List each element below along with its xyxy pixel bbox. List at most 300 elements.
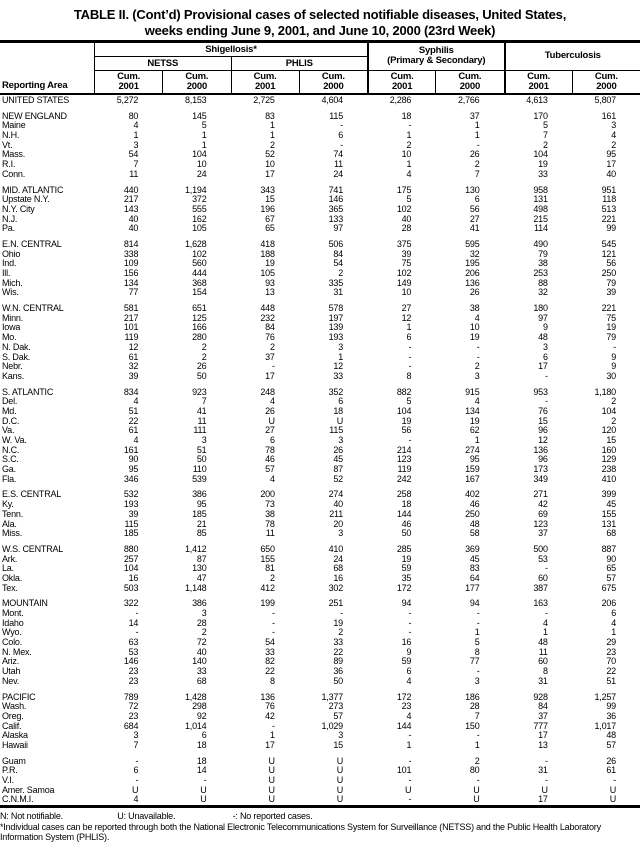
area-cell: P.R. — [0, 766, 94, 776]
value-cell: - — [504, 776, 572, 786]
value-cell: 248 — [231, 388, 299, 398]
value-cell: - — [299, 121, 367, 131]
value-cell: 5 — [504, 121, 572, 131]
value-cell: 1 — [435, 628, 503, 638]
table-row — [0, 362, 640, 372]
value-cell: - — [367, 609, 435, 619]
value-cell: 32 — [504, 288, 572, 298]
value-cell: 28 — [162, 619, 230, 629]
value-cell: 64 — [435, 574, 503, 584]
value-cell: 3 — [94, 141, 162, 151]
area-cell: Idaho — [0, 619, 94, 629]
value-cell: 3 — [435, 372, 503, 382]
value-cell: 40 — [299, 500, 367, 510]
value-cell: 10 — [367, 288, 435, 298]
value-cell: 143 — [94, 205, 162, 215]
value-cell: 193 — [94, 500, 162, 510]
value-cell: U — [231, 776, 299, 786]
table-section — [0, 96, 640, 106]
value-cell: 101 — [94, 323, 162, 333]
area-cell: S.C. — [0, 455, 94, 465]
table-row — [0, 766, 640, 776]
value-cell: 238 — [572, 465, 640, 475]
value-cell: 490 — [504, 240, 572, 250]
reporting-area-header: Reporting Area — [0, 71, 94, 93]
value-cell: 45 — [435, 555, 503, 565]
value-cell: 31 — [504, 677, 572, 687]
value-cell: - — [435, 667, 503, 677]
value-cell: 1 — [504, 628, 572, 638]
table-row — [0, 555, 640, 565]
value-cell: U — [231, 417, 299, 427]
value-cell: 104 — [162, 150, 230, 160]
area-cell: Mass. — [0, 150, 94, 160]
value-cell: 7 — [504, 131, 572, 141]
value-cell: 180 — [504, 304, 572, 314]
value-cell: 675 — [572, 584, 640, 594]
value-cell: 2 — [504, 141, 572, 151]
value-cell: 115 — [299, 112, 367, 122]
area-cell: Iowa — [0, 323, 94, 333]
value-cell: 97 — [504, 314, 572, 324]
value-cell: 41 — [162, 407, 230, 417]
value-cell: 76 — [231, 702, 299, 712]
value-cell: 40 — [367, 215, 435, 225]
value-cell: 26 — [572, 757, 640, 767]
value-cell: U — [572, 795, 640, 805]
value-cell: 221 — [572, 215, 640, 225]
area-cell: Va. — [0, 426, 94, 436]
value-cell: 4 — [435, 314, 503, 324]
value-cell: 951 — [572, 186, 640, 196]
value-cell: 15 — [504, 417, 572, 427]
value-cell: 18 — [162, 757, 230, 767]
value-cell: 84 — [504, 702, 572, 712]
area-cell: Okla. — [0, 574, 94, 584]
table-row — [0, 288, 640, 298]
value-cell: 1 — [231, 731, 299, 741]
value-cell: 111 — [162, 426, 230, 436]
value-cell: - — [435, 343, 503, 353]
value-cell: 410 — [299, 545, 367, 555]
value-cell: 9 — [367, 648, 435, 658]
value-cell: 65 — [231, 224, 299, 234]
value-cell: 146 — [94, 657, 162, 667]
value-cell: 19 — [367, 417, 435, 427]
value-cell: 77 — [435, 657, 503, 667]
value-cell: 101 — [367, 766, 435, 776]
value-cell: - — [231, 628, 299, 638]
value-cell: 1,428 — [162, 693, 230, 703]
year-label: 2000 — [596, 82, 616, 92]
area-cell: Ga. — [0, 465, 94, 475]
value-cell: 173 — [504, 465, 572, 475]
value-cell: 160 — [572, 446, 640, 456]
value-cell: 70 — [572, 657, 640, 667]
value-cell: 17 — [504, 731, 572, 741]
value-cell: 186 — [435, 693, 503, 703]
table-title — [0, 0, 640, 38]
value-cell: 26 — [435, 150, 503, 160]
area-cell: Del. — [0, 397, 94, 407]
area-cell: Fla. — [0, 475, 94, 485]
value-cell: 102 — [367, 205, 435, 215]
value-cell: - — [367, 436, 435, 446]
area-cell: Hawaii — [0, 741, 94, 751]
value-cell: 4 — [435, 397, 503, 407]
value-cell: 95 — [94, 465, 162, 475]
value-cell: 170 — [504, 112, 572, 122]
value-cell: 217 — [94, 314, 162, 324]
value-cell: 17 — [231, 170, 299, 180]
value-cell: - — [231, 722, 299, 732]
value-cell: 343 — [231, 186, 299, 196]
value-cell: 131 — [504, 195, 572, 205]
value-cell: 1 — [367, 160, 435, 170]
value-cell: 1 — [367, 323, 435, 333]
value-cell: 26 — [299, 446, 367, 456]
value-cell: 928 — [504, 693, 572, 703]
value-cell: 2 — [435, 362, 503, 372]
value-cell: 28 — [367, 224, 435, 234]
value-cell: 211 — [299, 510, 367, 520]
value-cell: 83 — [231, 112, 299, 122]
table-section — [0, 545, 640, 593]
value-cell: 2 — [299, 628, 367, 638]
value-cell: 302 — [299, 584, 367, 594]
value-cell: 33 — [504, 170, 572, 180]
value-cell: 2,725 — [231, 96, 299, 106]
value-cell: 221 — [572, 304, 640, 314]
value-cell: 7 — [162, 397, 230, 407]
value-cell: 5 — [435, 638, 503, 648]
value-cell: 48 — [572, 731, 640, 741]
value-cell: 50 — [162, 372, 230, 382]
value-cell: 20 — [299, 520, 367, 530]
value-cell: 51 — [162, 446, 230, 456]
value-cell: 1,194 — [162, 186, 230, 196]
table-title-line2: weeks ending June 9, 2001, and June 10, 2000 (23rd Week) — [0, 23, 640, 39]
value-cell: 39 — [94, 372, 162, 382]
area-cell: N.C. — [0, 446, 94, 456]
value-cell: 650 — [231, 545, 299, 555]
value-cell: 2 — [231, 574, 299, 584]
value-cell: 368 — [162, 279, 230, 289]
legend-unavailable: U: Unavailable. — [117, 811, 175, 822]
cum-label: Cum. — [527, 72, 550, 82]
value-cell: 50 — [367, 529, 435, 539]
value-cell: 196 — [231, 205, 299, 215]
value-cell: 273 — [299, 702, 367, 712]
value-cell: 5,807 — [572, 96, 640, 106]
area-cell: Wyo. — [0, 628, 94, 638]
value-cell: 280 — [162, 333, 230, 343]
area-cell: Nev. — [0, 677, 94, 687]
area-cell: La. — [0, 564, 94, 574]
table-section — [0, 693, 640, 751]
value-cell: 915 — [435, 388, 503, 398]
cum-label: Cum. — [391, 72, 414, 82]
value-cell: 7 — [435, 170, 503, 180]
value-cell: 134 — [435, 407, 503, 417]
value-cell: 76 — [504, 407, 572, 417]
value-cell: U — [504, 786, 572, 796]
value-cell: - — [231, 609, 299, 619]
value-cell: 8 — [435, 648, 503, 658]
value-cell: 130 — [162, 564, 230, 574]
value-cell: 8 — [367, 372, 435, 382]
table-header — [0, 40, 640, 95]
value-cell: 155 — [572, 510, 640, 520]
value-cell: 2 — [299, 269, 367, 279]
table-row — [0, 599, 640, 609]
area-cell: Ariz. — [0, 657, 94, 667]
area-cell: Mont. — [0, 609, 94, 619]
column-header-shigellosis-phlis-2001 — [231, 71, 299, 93]
value-cell: 72 — [162, 638, 230, 648]
value-cell: 115 — [299, 426, 367, 436]
table-section — [0, 490, 640, 538]
value-cell: 6 — [435, 195, 503, 205]
value-cell: 532 — [94, 490, 162, 500]
value-cell: 372 — [162, 195, 230, 205]
value-cell: 120 — [572, 426, 640, 436]
value-cell: 1,180 — [572, 388, 640, 398]
value-cell: 139 — [299, 323, 367, 333]
value-cell: 1 — [435, 121, 503, 131]
column-header-syphilis-2000 — [435, 71, 503, 93]
table-section — [0, 186, 640, 234]
value-cell: 77 — [94, 288, 162, 298]
value-cell: 285 — [367, 545, 435, 555]
value-cell: 53 — [94, 648, 162, 658]
area-cell: Wash. — [0, 702, 94, 712]
year-label: 2001 — [118, 82, 138, 92]
value-cell: 1 — [162, 141, 230, 151]
value-cell: 56 — [572, 259, 640, 269]
value-cell: 1 — [231, 121, 299, 131]
value-cell: 81 — [231, 564, 299, 574]
value-cell: 18 — [299, 407, 367, 417]
value-cell: 33 — [231, 648, 299, 658]
value-cell: 144 — [367, 510, 435, 520]
value-cell: 45 — [572, 500, 640, 510]
value-cell: 16 — [94, 574, 162, 584]
value-cell: 242 — [367, 475, 435, 485]
value-cell: 80 — [435, 766, 503, 776]
value-cell: 159 — [435, 465, 503, 475]
value-cell: 10 — [162, 160, 230, 170]
value-cell: 1 — [435, 741, 503, 751]
value-cell: 14 — [162, 766, 230, 776]
value-cell: 1 — [367, 741, 435, 751]
value-cell: 58 — [435, 529, 503, 539]
value-cell: 4 — [94, 121, 162, 131]
value-cell: 68 — [572, 529, 640, 539]
value-cell: 57 — [572, 574, 640, 584]
value-cell: 3 — [435, 677, 503, 687]
value-cell: 346 — [94, 475, 162, 485]
value-cell: 6 — [94, 766, 162, 776]
area-cell: NEW ENGLAND — [0, 112, 94, 122]
column-header-shigellosis-netss-2001 — [94, 71, 162, 93]
value-cell: 882 — [367, 388, 435, 398]
value-cell: 51 — [94, 407, 162, 417]
value-cell: 79 — [572, 333, 640, 343]
syphilis-label-line2: (Primary & Secondary) — [387, 56, 485, 66]
value-cell: 6 — [299, 131, 367, 141]
area-cell: R.I. — [0, 160, 94, 170]
value-cell: 386 — [162, 599, 230, 609]
value-cell: 60 — [504, 574, 572, 584]
value-cell: 56 — [367, 426, 435, 436]
legend-no-reported-cases: -: No reported cases. — [233, 811, 313, 822]
value-cell: 39 — [367, 250, 435, 260]
value-cell: 349 — [504, 475, 572, 485]
value-cell: 175 — [367, 186, 435, 196]
value-cell: 80 — [94, 112, 162, 122]
value-cell: 13 — [504, 741, 572, 751]
year-label: 2001 — [392, 82, 412, 92]
value-cell: 9 — [504, 323, 572, 333]
year-label: 2001 — [528, 82, 548, 92]
value-cell: 74 — [299, 150, 367, 160]
area-cell: S. Dak. — [0, 353, 94, 363]
value-cell: 125 — [162, 314, 230, 324]
value-cell: 31 — [299, 288, 367, 298]
value-cell: 136 — [231, 693, 299, 703]
value-cell: 777 — [504, 722, 572, 732]
value-cell: 162 — [162, 215, 230, 225]
cum-label: Cum. — [185, 72, 208, 82]
value-cell: 68 — [162, 677, 230, 687]
value-cell: 1,017 — [572, 722, 640, 732]
group-header-grid — [0, 43, 640, 71]
value-cell: 75 — [367, 259, 435, 269]
value-cell: 133 — [299, 215, 367, 225]
value-cell: 5 — [367, 195, 435, 205]
area-cell: W.N. CENTRAL — [0, 304, 94, 314]
value-cell: - — [94, 609, 162, 619]
value-cell: 131 — [572, 520, 640, 530]
value-cell: 140 — [162, 657, 230, 667]
value-cell: 2 — [572, 417, 640, 427]
value-cell: U — [572, 786, 640, 796]
area-cell: Minn. — [0, 314, 94, 324]
area-cell: Tenn. — [0, 510, 94, 520]
area-cell: Colo. — [0, 638, 94, 648]
value-cell: 26 — [162, 362, 230, 372]
value-cell: U — [162, 795, 230, 805]
area-cell: N.H. — [0, 131, 94, 141]
area-cell: N. Dak. — [0, 343, 94, 353]
table-section — [0, 757, 640, 805]
value-cell: 154 — [162, 288, 230, 298]
value-cell: 123 — [367, 455, 435, 465]
value-cell: 6 — [299, 397, 367, 407]
area-cell: Conn. — [0, 170, 94, 180]
value-cell: 46 — [231, 455, 299, 465]
value-cell: 19 — [435, 333, 503, 343]
legend-not-notifiable: N: Not notifiable. — [0, 811, 63, 822]
value-cell: 53 — [504, 555, 572, 565]
area-cell: Wis. — [0, 288, 94, 298]
value-cell: 7 — [94, 741, 162, 751]
value-cell: 1 — [572, 628, 640, 638]
value-cell: 42 — [231, 712, 299, 722]
area-cell: Md. — [0, 407, 94, 417]
value-cell: 130 — [435, 186, 503, 196]
value-cell: 150 — [435, 722, 503, 732]
value-cell: 2 — [572, 397, 640, 407]
value-cell: 118 — [572, 195, 640, 205]
value-cell: 24 — [299, 555, 367, 565]
value-cell: U — [231, 795, 299, 805]
value-cell: 48 — [435, 520, 503, 530]
table-section — [0, 304, 640, 382]
value-cell: 95 — [572, 150, 640, 160]
area-cell: Ill. — [0, 269, 94, 279]
value-cell: 18 — [367, 500, 435, 510]
value-cell: - — [299, 141, 367, 151]
area-cell: Vt. — [0, 141, 94, 151]
value-cell: - — [367, 731, 435, 741]
value-cell: U — [299, 795, 367, 805]
value-cell: - — [367, 757, 435, 767]
value-cell: 149 — [367, 279, 435, 289]
value-cell: 22 — [231, 667, 299, 677]
value-cell: 322 — [94, 599, 162, 609]
value-cell: 206 — [435, 269, 503, 279]
value-cell: 2 — [367, 141, 435, 151]
value-cell: 3 — [162, 609, 230, 619]
value-cell: 11 — [299, 160, 367, 170]
value-cell: 17 — [572, 160, 640, 170]
value-cell: 298 — [162, 702, 230, 712]
value-cell: 136 — [504, 446, 572, 456]
value-cell: 99 — [572, 224, 640, 234]
value-cell: 14 — [94, 619, 162, 629]
table-row — [0, 741, 640, 751]
value-cell: 15 — [572, 436, 640, 446]
value-cell: 386 — [162, 490, 230, 500]
value-cell: 110 — [162, 465, 230, 475]
value-cell: - — [94, 757, 162, 767]
subgroup-header-netss: NETSS — [94, 57, 231, 71]
value-cell: 4 — [231, 397, 299, 407]
table-row — [0, 96, 640, 106]
value-cell: 5 — [367, 397, 435, 407]
value-cell: - — [504, 372, 572, 382]
value-cell: 953 — [504, 388, 572, 398]
value-cell: 7 — [435, 712, 503, 722]
value-cell: U — [94, 786, 162, 796]
column-header-shigellosis-netss-2000 — [162, 71, 230, 93]
value-cell: 581 — [94, 304, 162, 314]
value-cell: 89 — [299, 657, 367, 667]
value-cell: 15 — [299, 741, 367, 751]
value-cell: 6 — [231, 436, 299, 446]
value-cell: 4 — [367, 712, 435, 722]
header-spacer — [0, 43, 94, 71]
value-cell: 4 — [504, 619, 572, 629]
area-cell: V.I. — [0, 776, 94, 786]
value-cell: U — [299, 776, 367, 786]
value-cell: - — [367, 776, 435, 786]
value-cell: 144 — [367, 722, 435, 732]
value-cell: 22 — [572, 667, 640, 677]
value-cell: 11 — [94, 170, 162, 180]
